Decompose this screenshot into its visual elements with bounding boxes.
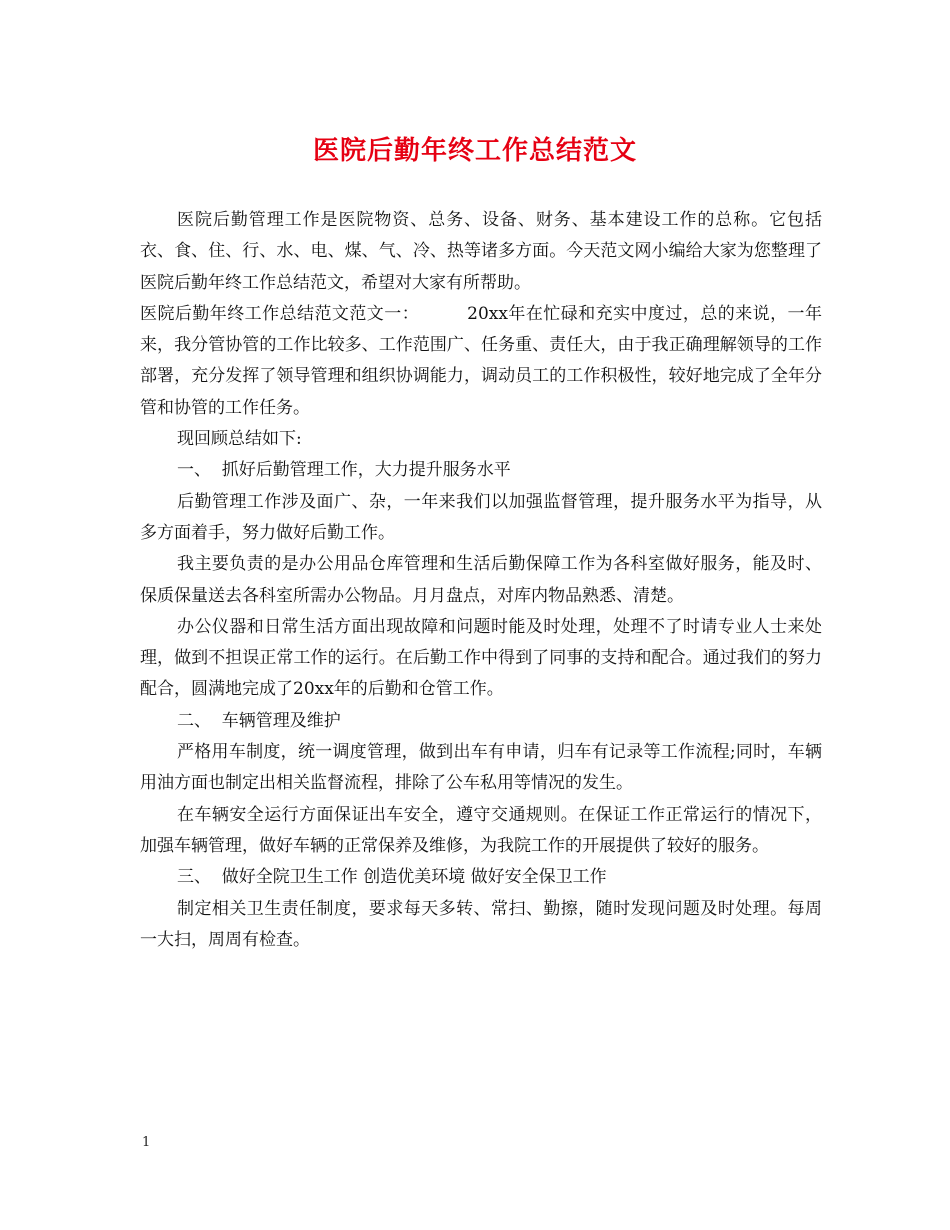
document-title: 医院后勤年终工作总结范文 xyxy=(312,136,637,166)
body-paragraph: 在车辆安全运行方面保证出车安全，遵守交通规则。在保证工作正常运行的情况下，加强车辆管理，做好车辆的正常保养及维修，为我院工作的开展提供了较好的服务。 xyxy=(140,804,822,856)
body-paragraph: 办公仪器和日常生活方面出现故障和问题时能及时处理，处理不了时请专业人士来处理，做到不担误正常工作的运行。在后勤工作中得到了同事的支持和配合。通过我们的努力配合，圆满地完成了20xx年的后勤和仓管工作。 xyxy=(140,616,822,700)
section-heading-3: 三、 做好全院卫生工作 创造优美环境 做好安全保卫工作 xyxy=(177,867,607,888)
review-intro: 现回顾总结如下: xyxy=(177,429,302,450)
year-summary-text: 20xx年在忙碌和充实中度过，总的来说，一年来，我分管协管的工作比较多、工作范围广、任务重、责任大，由于我正确理解领导的工作部署，充分发挥了领导管理和组织协调能力，调动员工的工作积极性，较好地完成了全年分管和协管的工作任务。 xyxy=(140,303,823,418)
section-heading-2: 二、 车辆管理及维护 xyxy=(177,710,341,731)
example-one-paragraph xyxy=(140,299,822,424)
document-body xyxy=(140,205,822,956)
body-paragraph: 制定相关卫生责任制度，要求每天多转、常扫、勤擦，随时发现问题及时处理。每周一大扫，周周有检查。 xyxy=(140,898,822,950)
body-paragraph: 严格用车制度，统一调度管理，做到出车有申请，归车有记录等工作流程;同时，车辆用油方面也制定出相关监督流程，排除了公车私用等情况的发生。 xyxy=(140,742,822,794)
page-number: 1 xyxy=(142,1135,151,1150)
intro-paragraph: 医院后勤管理工作是医院物资、总务、设备、财务、基本建设工作的总称。它包括衣、食、住、行、水、电、煤、气、冷、热等诸多方面。今天范文网小编给大家为您整理了医院后勤年终工作总结范文，希望对大家有所帮助。 xyxy=(140,210,822,293)
example-heading: 医院后勤年终工作总结范文范文一： xyxy=(140,303,420,324)
body-paragraph: 我主要负责的是办公用品仓库管理和生活后勤保障工作为各科室做好服务，能及时、保质保量送去各科室所需办公物品。月月盘点，对库内物品熟悉、清楚。 xyxy=(140,554,822,606)
body-paragraph: 后勤管理工作涉及面广、杂，一年来我们以加强监督管理，提升服务水平为指导，从多方面着手，努力做好后勤工作。 xyxy=(140,491,822,543)
section-heading-1: 一、 抓好后勤管理工作，大力提升服务水平 xyxy=(177,460,511,481)
